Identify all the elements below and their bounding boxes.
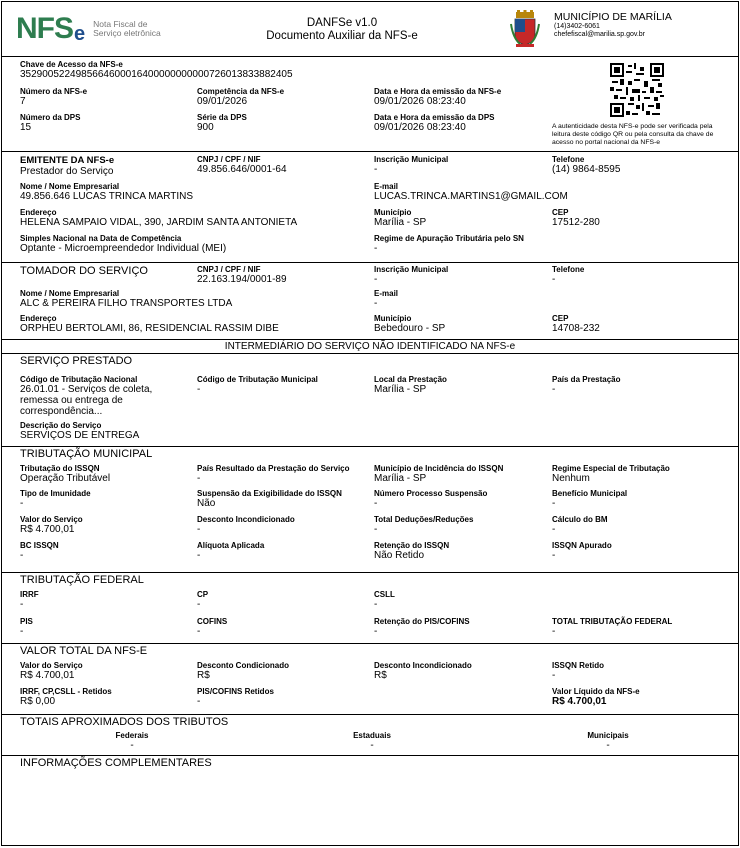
cofins-value: - (197, 626, 201, 637)
desconto-incondicionado-value: - (197, 524, 201, 535)
vt-desconto-cond-label: Desconto Condicionado (197, 661, 289, 670)
irrf-label: IRRF (20, 590, 39, 599)
informacoes-section (2, 756, 738, 846)
irrf-value: - (20, 599, 24, 610)
tributacao-issqn-label: Tributação do ISSQN (20, 464, 100, 473)
tomador-phone-value: - (552, 274, 556, 285)
tomador-cep-label: CEP (552, 314, 569, 323)
nfse-number-value: 7 (20, 96, 26, 107)
pais-resultado-value: - (197, 473, 201, 484)
vt-issqn-retido-label: ISSQN Retido (552, 661, 605, 670)
nfse-logo (16, 12, 161, 46)
beneficio-municipal-value: - (552, 498, 556, 509)
emitente-im-label: Inscrição Municipal (374, 155, 449, 164)
beneficio-municipal-label: Benefício Municipal (552, 489, 628, 498)
tomador-cnpj-value: 22.163.194/0001-89 (197, 274, 287, 285)
aliquota-value: - (197, 550, 201, 561)
retencao-issqn-value: Não Retido (374, 550, 425, 561)
cp-label: CP (197, 590, 209, 599)
pais-prestacao-label: País da Prestação (552, 375, 621, 384)
ctn-value-line2: remessa ou entrega de (20, 395, 123, 406)
vt-desconto-incond-value: R$ (374, 670, 387, 681)
servico-title: SERVIÇO PRESTADO (20, 355, 133, 367)
logo-subtitle (93, 20, 161, 38)
ctn-value-line3: correspondência... (20, 406, 103, 417)
csll-label: CSLL (374, 590, 395, 599)
processo-suspensao-label: Número Processo Suspensão (374, 489, 488, 498)
totais-title: TOTAIS APROXIMADOS DOS TRIBUTOS (20, 716, 229, 728)
valor-total-title: VALOR TOTAL DA NFS-E (20, 645, 148, 657)
totais-aproximados-section (2, 715, 738, 756)
tributacao-municipal-section (2, 447, 738, 573)
valor-total-section (2, 644, 738, 715)
title-line: DANFSe v1.0 (306, 17, 378, 29)
emitente-cnpj-label: CNPJ / CPF / NIF (197, 155, 261, 164)
bc-issqn-value: - (20, 550, 24, 561)
dps-emission-label: Data e Hora da emissão da DPS (374, 113, 495, 122)
emitente-im-value: - (374, 164, 378, 175)
tomador-address-value: ORPHEU BERTOLAMI, 86, RESIDENCIAL RASSIM DIBE (20, 323, 279, 334)
tributacao-federal-section (2, 573, 738, 644)
emitente-city-label: Município (374, 208, 412, 217)
ctm-value: - (197, 384, 201, 395)
tomador-cnpj-label: CNPJ / CPF / NIF (197, 265, 261, 274)
pais-resultado-label: País Resultado da Prestação do Serviço (197, 464, 350, 473)
dps-number-label: Número da DPS (20, 113, 81, 122)
competencia-label: Competência da NFS-e (197, 87, 285, 96)
intermediario-text: INTERMEDIÁRIO DO SERVIÇO NÃO IDENTIFICADO NA NFS-e (224, 341, 516, 352)
emitente-phone-value: (14) 9864-8595 (552, 164, 621, 175)
vt-issqn-retido-value: - (552, 670, 556, 681)
tomador-title: TOMADOR DO SERVIÇO (20, 265, 148, 277)
emitente-title: EMITENTE DA NFS-e (20, 155, 115, 166)
vt-desconto-incond-label: Desconto Incondicionado (374, 661, 472, 670)
regime-especial-value: Nenhum (552, 473, 590, 484)
tributacao-federal-title: TRIBUTAÇÃO FEDERAL (20, 574, 144, 586)
competencia-value: 09/01/2026 (197, 96, 248, 107)
calculo-bm-label: Cálculo do BM (552, 515, 608, 524)
logo-sub-line1: Nota Fiscal de (93, 19, 148, 29)
totais-estaduais-label: Estaduais (353, 731, 391, 740)
local-prestacao-label: Local da Prestação (374, 375, 447, 384)
qr-code-icon[interactable] (610, 63, 664, 117)
totais-municipais-value: - (606, 740, 610, 751)
retencao-pis-cofins-label: Retenção do PIS/COFINS (374, 617, 470, 626)
emitente-subtitle: Prestador do Serviço (20, 166, 114, 177)
retencao-pis-cofins-value: - (374, 626, 378, 637)
suspensao-label: Suspensão da Exigibilidade do ISSQN (197, 489, 342, 498)
issqn-apurado-value: - (552, 550, 556, 561)
valor-liquido-value: R$ 4.700,01 (552, 696, 607, 707)
vt-irrf-retidos-label: IRRF, CP,CSLL - Retidos (20, 687, 112, 696)
emitente-address-label: Endereço (20, 208, 57, 217)
deducoes-value: - (374, 524, 378, 535)
processo-suspensao-value: - (374, 498, 378, 509)
emitente-name-value: 49.856.646 LUCAS TRINCA MARTINS (20, 191, 194, 202)
issqn-apurado-label: ISSQN Apurado (552, 541, 612, 550)
pais-prestacao-value: - (552, 384, 556, 395)
cofins-label: COFINS (197, 617, 228, 626)
total-federal-value: - (552, 626, 556, 637)
service-description-value: SERVIÇOS DE ENTREGA (20, 430, 140, 441)
tomador-address-label: Endereço (20, 314, 57, 323)
emitente-section (2, 152, 738, 263)
vt-irrf-retidos-value: R$ 0,00 (20, 696, 56, 707)
suspensao-value: Não (197, 498, 216, 509)
tomador-im-label: Inscrição Municipal (374, 265, 449, 274)
danfse-document (1, 1, 739, 846)
tomador-name-label: Nome / Nome Empresarial (20, 289, 120, 298)
document-header (2, 2, 738, 57)
deducoes-label: Total Deduções/Reduções (374, 515, 474, 524)
cp-value: - (197, 599, 201, 610)
servico-section (2, 354, 738, 447)
tomador-phone-label: Telefone (552, 265, 585, 274)
total-federal-label: TOTAL TRIBUTAÇÃO FEDERAL (552, 617, 673, 626)
pis-label: PIS (20, 617, 33, 626)
tomador-cep-value: 14708-232 (552, 323, 600, 334)
ctm-label: Código de Tributação Municipal (197, 375, 318, 384)
municipality-name: MUNICÍPIO DE MARÍLIA (554, 11, 672, 23)
valor-liquido-label: Valor Líquido da NFS-e (552, 687, 640, 696)
tipo-imunidade-label: Tipo de Imunidade (20, 489, 91, 498)
regime-especial-label: Regime Especial de Tributação (552, 464, 670, 473)
municipality-email: chefefiscal@marilia.sp.gov.br (554, 31, 646, 38)
ctn-label: Código de Tributação Nacional (20, 375, 138, 384)
emitente-address-value: HELENA SAMPAIO VIDAL, 390, JARDIM SANTA ANTONIETA (20, 217, 298, 228)
emitente-phone-label: Telefone (552, 155, 585, 164)
logo-e-text: e (74, 22, 86, 45)
dps-series-value: 900 (197, 122, 214, 133)
tomador-name-value: ALC & PEREIRA FILHO TRANSPORTES LTDA (20, 298, 233, 309)
dps-number-value: 15 (20, 122, 32, 133)
emitente-email-label: E-mail (374, 182, 399, 191)
regime-sn-label: Regime de Apuração Tributária pelo SN (374, 234, 524, 243)
municipio-incidencia-label: Município de Incidência do ISSQN (374, 464, 504, 473)
retencao-issqn-label: Retenção do ISSQN (374, 541, 450, 550)
totais-federais-value: - (130, 740, 134, 751)
regime-sn-value: - (374, 243, 378, 254)
emission-date-value: 09/01/2026 08:23:40 (374, 96, 466, 107)
tomador-section (2, 263, 738, 340)
ctn-value-line1: 26.01.01 - Serviços de coleta, (20, 384, 153, 395)
tributacao-municipal-title: TRIBUTAÇÃO MUNICIPAL (20, 448, 153, 460)
vt-pis-cofins-retidos-label: PIS/COFINS Retidos (197, 687, 274, 696)
nfse-number-label: Número da NFS-e (20, 87, 88, 96)
municipality-crest-icon (510, 10, 540, 48)
dps-emission-value: 09/01/2026 08:23:40 (374, 122, 466, 133)
valor-servico-label: Valor do Serviço (20, 515, 83, 524)
valor-servico-value: R$ 4.700,01 (20, 524, 75, 535)
aliquota-label: Alíquota Aplicada (197, 541, 265, 550)
emitente-name-label: Nome / Nome Empresarial (20, 182, 120, 191)
totais-estaduais-value: - (370, 740, 374, 751)
bc-issqn-label: BC ISSQN (20, 541, 59, 550)
totais-municipais-label: Municipais (587, 731, 629, 740)
simples-nacional-label: Simples Nacional na Data de Competência (20, 234, 182, 243)
tomador-email-value: - (374, 298, 378, 309)
vt-desconto-cond-value: R$ (197, 670, 210, 681)
access-key-value: 35290052249856646000164000000000007260138338824​05 (20, 69, 293, 80)
vt-valor-servico-label: Valor do Serviço (20, 661, 83, 670)
access-key-label: Chave de Acesso da NFS-e (20, 60, 123, 69)
document-title (212, 17, 472, 43)
service-description-label: Descrição do Serviço (20, 421, 102, 430)
informacoes-title: INFORMAÇÕES COMPLEMENTARES (20, 757, 212, 769)
tomador-city-label: Município (374, 314, 412, 323)
subtitle-line: Documento Auxiliar da NFS-e (266, 30, 418, 42)
emitente-cep-label: CEP (552, 208, 569, 217)
simples-nacional-value: Optante - Microempreendedor Individual (MEI) (20, 243, 227, 254)
tomador-im-value: - (374, 274, 378, 285)
logo-nfs-text: NFS (16, 12, 73, 45)
emitente-cep-value: 17512-280 (552, 217, 600, 228)
pis-value: - (20, 626, 24, 637)
tipo-imunidade-value: - (20, 498, 24, 509)
emitente-cnpj-value: 49.856.646/0001-64 (197, 164, 287, 175)
vt-valor-servico-value: R$ 4.700,01 (20, 670, 75, 681)
tomador-email-label: E-mail (374, 289, 399, 298)
logo-sub-line2: Serviço eletrônica (93, 28, 161, 38)
emitente-email-value: LUCAS.TRINCA.MARTINS1@GMAIL.COM (374, 191, 568, 202)
desconto-incondicionado-label: Desconto Incondicionado (197, 515, 295, 524)
calculo-bm-value: - (552, 524, 556, 535)
totais-federais-label: Federais (115, 731, 149, 740)
intermediario-section (2, 340, 738, 354)
vt-pis-cofins-retidos-value: - (197, 696, 201, 707)
qr-authenticity-text: A autenticidade desta NFS-e pode ser verificada pela leitura deste código QR ou pela consulta da chave de acesso no portal nacional da NFS-e (552, 123, 714, 146)
emitente-city-value: Marília - SP (374, 217, 427, 228)
dps-series-label: Série da DPS (197, 113, 247, 122)
municipality-phone: (14)3402-6061 (554, 23, 600, 30)
emission-date-label: Data e Hora da emissão da NFS-e (374, 87, 502, 96)
tomador-city-value: Bebedouro - SP (374, 323, 446, 334)
tributacao-issqn-value: Operação Tributável (20, 473, 111, 484)
municipality-info (554, 11, 672, 39)
municipio-incidencia-value: Marília - SP (374, 473, 427, 484)
csll-value: - (374, 599, 378, 610)
identification-section (2, 57, 738, 152)
local-prestacao-value: Marília - SP (374, 384, 427, 395)
